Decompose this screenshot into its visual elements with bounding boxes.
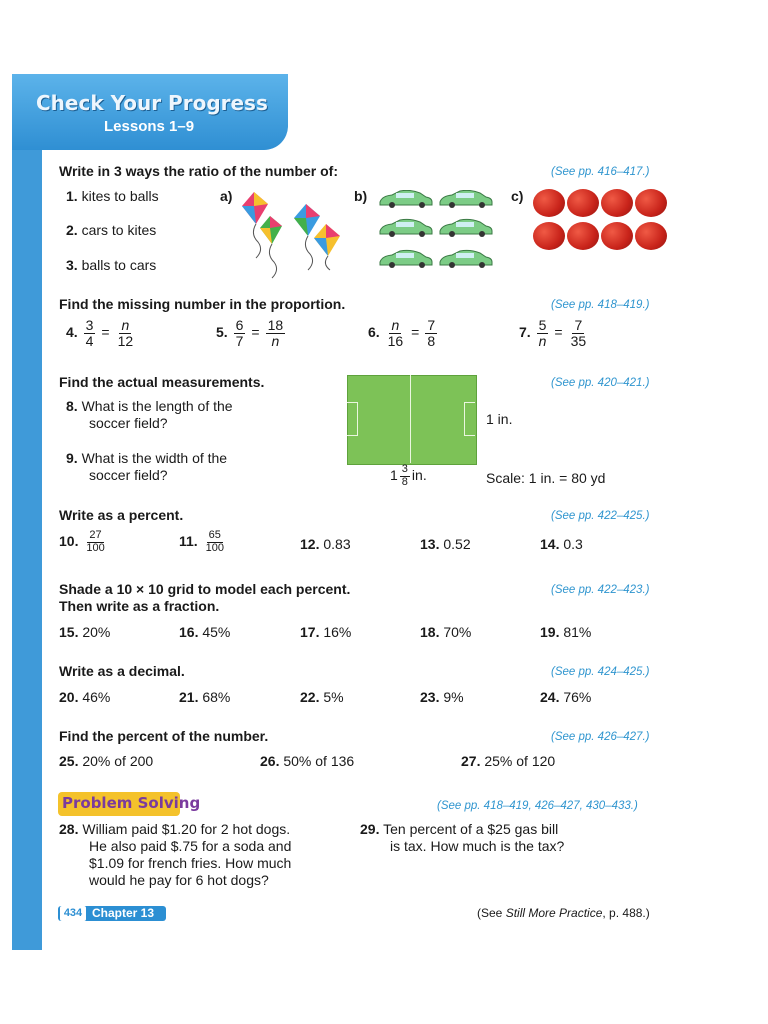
question-22: 22. 5% xyxy=(300,689,344,705)
lessons-subtitle: Lessons 1–9 xyxy=(104,118,195,135)
kite-icon xyxy=(260,216,282,278)
question-18: 18. 70% xyxy=(420,624,472,640)
reference-measurements: (See pp. 420–421.) xyxy=(551,377,650,389)
field-center-line xyxy=(410,375,411,463)
ball-icon xyxy=(567,189,599,217)
question-8: 8. What is the length of the soccer field? xyxy=(66,398,233,431)
scale-label: Scale: 1 in. = 80 yd xyxy=(486,470,606,486)
reference-ratio: (See pp. 416–417.) xyxy=(551,166,650,178)
cars-picture xyxy=(378,190,498,274)
field-width-label: 1 $\frac{3}{8}$ in. xyxy=(390,463,427,488)
picture-label-c: c) xyxy=(511,188,524,204)
car-icon xyxy=(380,190,432,208)
soccer-field xyxy=(347,375,477,465)
field-height-label: 1 in. xyxy=(486,411,513,427)
footer-reference: (See Still More Practice, p. 488.) xyxy=(477,906,650,920)
question-26: 26. 50% of 136 xyxy=(260,753,355,769)
question-11: 11. $\frac{65}{100}$ xyxy=(179,529,224,554)
page-number: 434 xyxy=(60,906,86,921)
section-heading-measurements: Find the actual measurements. xyxy=(59,374,265,390)
reference-problem-solving: (See pp. 418–419, 426–427, 430–433.) xyxy=(437,800,638,812)
car-icon xyxy=(380,250,432,268)
question-3: 3. balls to cars xyxy=(66,257,157,273)
question-1: 1. kites to balls xyxy=(66,188,159,204)
section-heading-decimal: Write as a decimal. xyxy=(59,663,185,679)
question-20: 20. 46% xyxy=(59,689,111,705)
ball-icon xyxy=(601,222,633,250)
question-25: 25. 20% of 200 xyxy=(59,753,154,769)
ball-icon xyxy=(533,222,565,250)
right-goal-box xyxy=(464,402,475,436)
question-29: 29. Ten percent of a $25 gas bill is tax. How much is the tax? xyxy=(360,821,565,854)
car-icon xyxy=(380,219,432,237)
page-title: Check Your Progress xyxy=(36,91,268,115)
section-heading-percent-of-number: Find the percent of the number. xyxy=(59,728,269,744)
question-5: 5. $\frac{6}{7}$ = $\frac{18}{n}$ xyxy=(216,317,284,349)
question-17: 17. 16% xyxy=(300,624,352,640)
reference-percent-of-number: (See pp. 426–427.) xyxy=(551,731,650,743)
ball-icon xyxy=(635,222,667,250)
question-21: 21. 68% xyxy=(179,689,231,705)
picture-label-b: b) xyxy=(354,188,368,204)
balls-picture xyxy=(533,189,663,251)
question-27: 27. 25% of 120 xyxy=(461,753,556,769)
question-15: 15. 20% xyxy=(59,624,111,640)
reference-proportion: (See pp. 418–419.) xyxy=(551,299,650,311)
problem-solving-title: Problem Solving xyxy=(62,794,201,812)
reference-percent: (See pp. 422–425.) xyxy=(551,510,650,522)
car-icon xyxy=(440,219,492,237)
car-icon xyxy=(440,190,492,208)
picture-label-a: a) xyxy=(220,188,233,204)
question-14: 14. 0.3 xyxy=(540,536,583,552)
question-6: 6. $\frac{n}{16}$ = $\frac{7}{8}$ xyxy=(368,317,436,349)
question-16: 16. 45% xyxy=(179,624,231,640)
question-24: 24. 76% xyxy=(540,689,592,705)
question-28: 28. William paid $1.20 for 2 hot dogs. He also paid $.75 for a soda and $1.09 for french fries. How much would he pay for 6 hot dogs? xyxy=(59,821,292,888)
question-23: 23. 9% xyxy=(420,689,464,705)
question-10: 10. $\frac{27}{100}$ xyxy=(59,529,105,554)
chapter-label: Chapter 13 xyxy=(92,906,155,920)
question-13: 13. 0.52 xyxy=(420,536,471,552)
sidebar-stripe xyxy=(12,74,42,950)
reference-grid: (See pp. 422–423.) xyxy=(551,584,650,596)
ball-icon xyxy=(601,189,633,217)
reference-decimal: (See pp. 424–425.) xyxy=(551,666,650,678)
section-heading-ratio: Write in 3 ways the ratio of the number of: xyxy=(59,163,338,179)
question-4: 4. $\frac{3}{4}$ = $\frac{n}{12}$ xyxy=(66,317,134,349)
ball-icon xyxy=(567,222,599,250)
question-12: 12. 0.83 xyxy=(300,536,351,552)
section-heading-percent: Write as a percent. xyxy=(59,507,184,523)
question-2: 2. cars to kites xyxy=(66,222,157,238)
question-19: 19. 81% xyxy=(540,624,592,640)
ball-icon xyxy=(635,189,667,217)
kites-picture xyxy=(232,190,350,280)
section-heading-proportion: Find the missing number in the proportion. xyxy=(59,296,346,312)
kite-icon xyxy=(314,224,340,270)
ball-icon xyxy=(533,189,565,217)
car-icon xyxy=(440,250,492,268)
section-heading-grid: Shade a 10 × 10 grid to model each percent. Then write as a fraction. xyxy=(59,581,351,614)
question-9: 9. What is the width of the soccer field? xyxy=(66,450,228,483)
question-7: 7. $\frac{5}{n}$ = $\frac{7}{35}$ xyxy=(519,317,587,349)
left-goal-box xyxy=(347,402,358,436)
